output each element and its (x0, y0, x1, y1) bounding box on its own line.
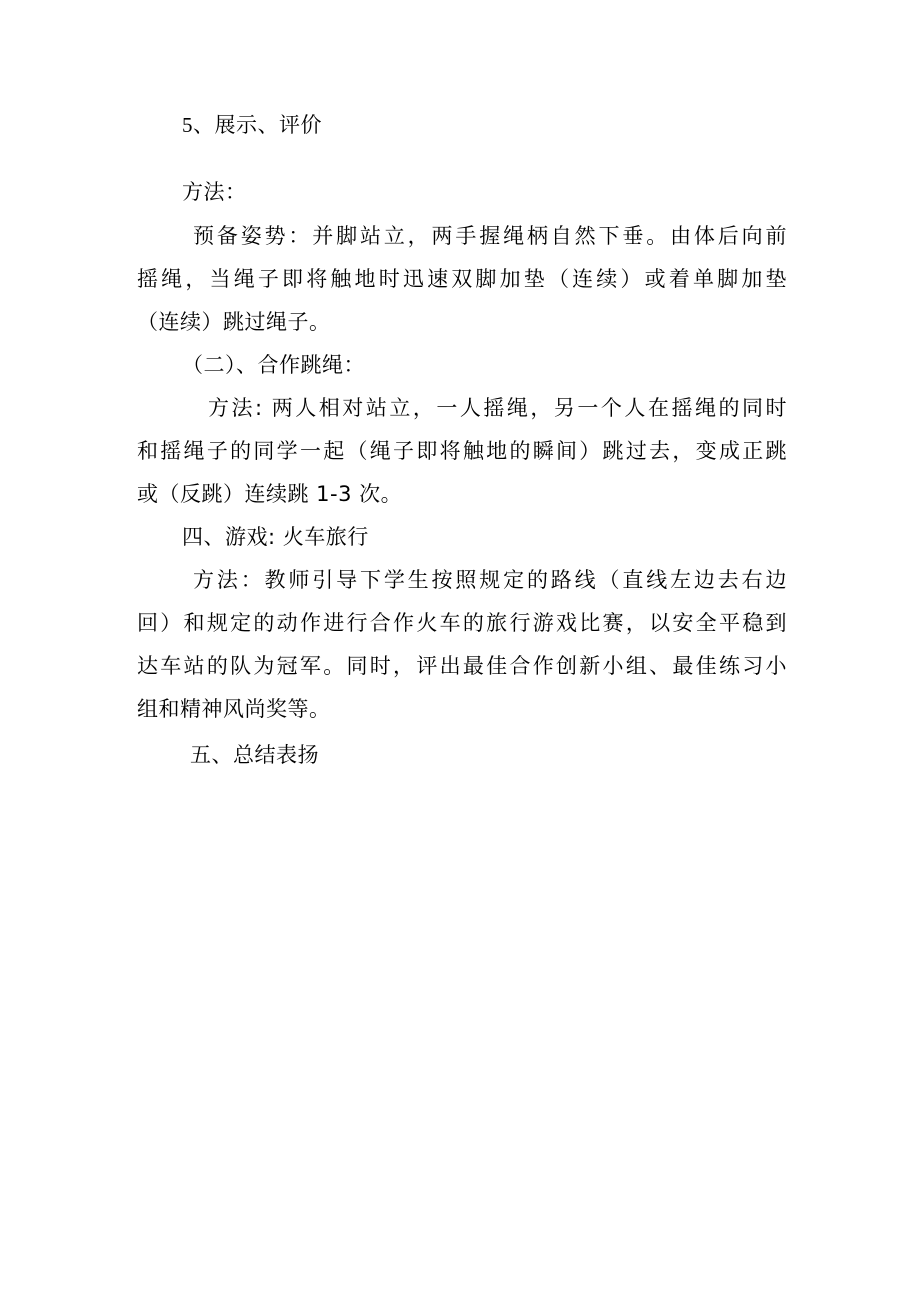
section-heading-4: 四、游戏: 火车旅行 (182, 525, 369, 549)
section-heading-5-summary: 五、总结表扬 (190, 743, 319, 767)
paragraph-line: 方法：教师引导下学生按照规定的路线（直线左边去右边 (193, 568, 787, 592)
paragraph-line: 回）和规定的动作进行合作火车的旅行游戏比赛，以安全平稳到 (137, 611, 787, 635)
method-label: 方法： (182, 180, 247, 204)
paragraph-line: 方法: 两人相对站立，一人摇绳，另一个人在摇绳的同时 (208, 396, 787, 420)
paragraph-line: （连续）跳过绳子。 (137, 310, 331, 334)
paragraph-line: 或（反跳）连续跳 1-3 次。 (137, 482, 403, 506)
paragraph-line: 摇绳，当绳子即将触地时迅速双脚加垫（连续）或着单脚加垫 (137, 267, 787, 291)
paragraph-line: 达车站的队为冠军。同时，评出最佳合作创新小组、最佳练习小 (137, 654, 787, 678)
paragraph-line: 组和精神风尚奖等。 (137, 697, 331, 721)
paragraph-line: 预备姿势：并脚站立，两手握绳柄自然下垂。由体后向前 (193, 224, 787, 248)
section-heading-5: 5、展示、评价 (182, 113, 322, 137)
paragraph-line: 和摇绳子的同学一起（绳子即将触地的瞬间）跳过去，变成正跳 (137, 439, 787, 463)
section-heading-2: （二）、合作跳绳： (182, 353, 365, 377)
